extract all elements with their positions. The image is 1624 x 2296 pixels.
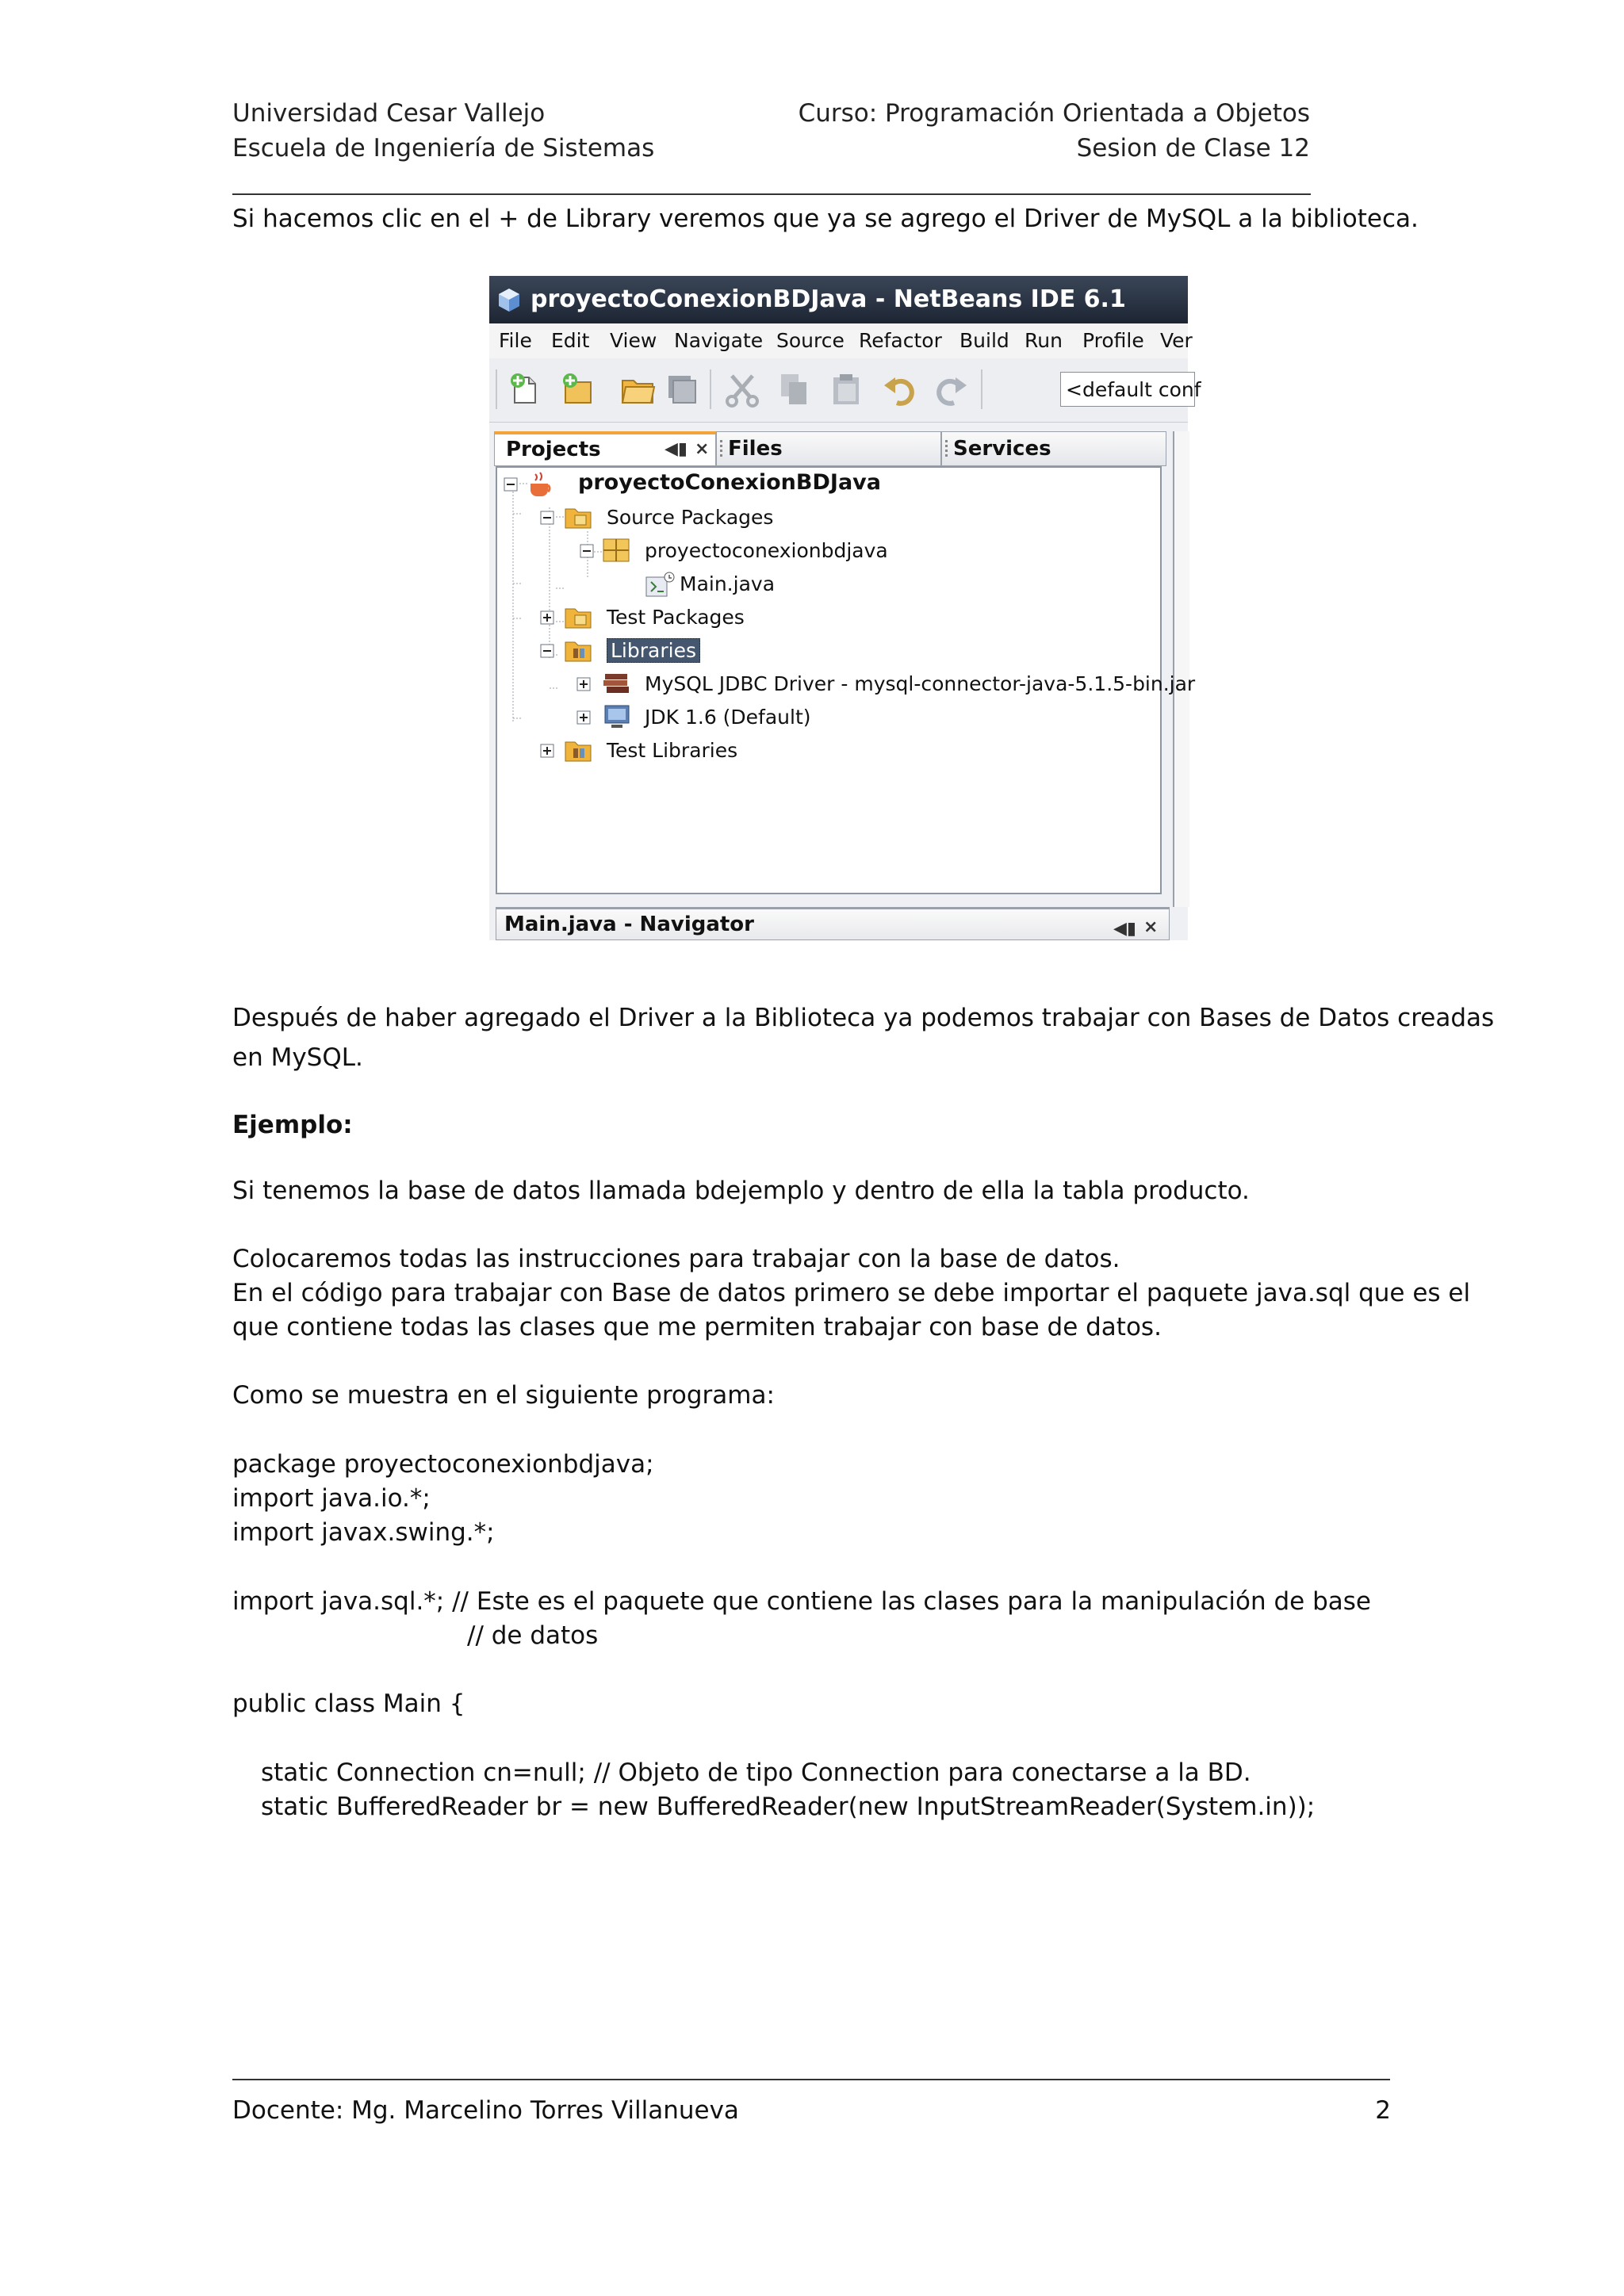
minimize-icon[interactable]: ◀▮ (665, 439, 688, 459)
libraries-folder-icon (564, 637, 592, 663)
tab-services[interactable] (941, 431, 1166, 466)
save-all-icon[interactable] (664, 371, 700, 408)
test-packages-folder-icon (564, 604, 592, 629)
toolbar-separator (496, 369, 497, 409)
ide-panel-tabs (489, 431, 1188, 466)
close-icon[interactable]: × (1143, 917, 1159, 937)
java-file-icon (645, 571, 676, 598)
page-number: 2 (1375, 2096, 1391, 2125)
code-field-reader: static BufferedReader br = new BufferedReader(new InputStreamReader(System.in)); (261, 1793, 1316, 1821)
menu-navigate[interactable]: Navigate (674, 329, 764, 352)
paragraph-1-line-1: Después de haber agregado el Driver a la Biblioteca ya podemos trabajar con Bases de Datos creadas (232, 1004, 1495, 1032)
paragraph-3-line-1: Colocaremos todas las instrucciones para trabajar con la base de datos. (232, 1245, 1120, 1273)
tree-node-libraries[interactable] (607, 637, 700, 664)
header-right (793, 96, 1310, 166)
paragraph-4: Como se muestra en el siguiente programa: (232, 1381, 775, 1410)
tree-node-jdk[interactable]: JDK 1.6 (Default) (645, 706, 811, 729)
footer-teacher: Docente: Mg. Marcelino Torres Villanueva (232, 2096, 739, 2125)
tree-node-test-packages[interactable]: Test Packages (607, 606, 745, 629)
code-import-io: import java.io.*; (232, 1484, 431, 1513)
toolbar-separator (710, 369, 711, 409)
toolbar-separator (981, 369, 982, 409)
tab-grip-icon (945, 440, 948, 457)
tab-grip-icon (720, 440, 722, 457)
ide-menu-bar (489, 323, 1193, 358)
tab-files-label: Files (728, 437, 783, 461)
test-libraries-folder-icon (564, 737, 592, 763)
menu-profile[interactable]: Profile (1082, 329, 1144, 352)
ide-toolbar (489, 358, 1201, 423)
menu-file[interactable]: File (499, 329, 532, 352)
code-package: package proyectoconexionbdjava; (232, 1450, 654, 1479)
menu-view[interactable]: View (610, 329, 657, 352)
paste-icon[interactable] (829, 371, 865, 408)
collapse-icon[interactable] (540, 511, 554, 525)
close-icon[interactable]: × (695, 439, 710, 459)
intro-paragraph: Si hacemos clic en el + de Library veremos que ya se agrego el Driver de MySQL a la biblioteca. (232, 205, 1419, 233)
expand-icon[interactable] (540, 744, 554, 758)
tab-projects[interactable] (494, 431, 716, 466)
tree-node-package[interactable]: proyectoconexionbdjava (645, 539, 888, 562)
menu-refactor[interactable]: Refactor (859, 329, 942, 352)
tab-projects-label: Projects (506, 438, 601, 461)
open-project-icon[interactable] (619, 371, 656, 408)
redo-icon[interactable] (933, 371, 970, 408)
code-import-sql-comment: // de datos (467, 1621, 599, 1650)
copy-icon[interactable] (776, 371, 813, 408)
tab-services-label: Services (953, 437, 1051, 461)
cut-icon[interactable] (724, 371, 760, 408)
code-field-connection: static Connection cn=null; // Objeto de tipo Connection para conectarse a la BD. (261, 1758, 1251, 1787)
example-heading: Ejemplo: (232, 1111, 353, 1139)
tree-node-main-java[interactable]: Main.java (680, 572, 776, 595)
tree-node-project[interactable]: proyectoConexionBDJava (578, 470, 881, 495)
header-left (232, 96, 654, 166)
school-name: Escuela de Ingeniería de Sistemas (232, 134, 655, 163)
minimize-icon[interactable]: ◀▮ (1113, 919, 1137, 939)
header-rule (232, 193, 1311, 195)
tree-node-test-libraries[interactable]: Test Libraries (607, 739, 738, 762)
tree-node-mysql-driver[interactable]: MySQL JDBC Driver - mysql-connector-java-5.1.5-bin.jar (645, 672, 1196, 695)
menu-build[interactable]: Build (959, 329, 1009, 352)
source-packages-folder-icon (564, 504, 592, 530)
menu-versioning[interactable]: Ver (1160, 329, 1193, 352)
java-project-icon (527, 471, 556, 498)
netbeans-cube-icon (497, 287, 521, 312)
session-label: Sesion de Clase 12 (1076, 134, 1310, 163)
jdk-platform-icon (602, 704, 632, 729)
footer-rule (232, 2079, 1390, 2080)
code-import-sql: import java.sql.*; // Este es el paquete que contiene las clases para la manipulación de base (232, 1587, 1372, 1616)
libraries-selected-label: Libraries (607, 638, 700, 663)
ide-title-bar (489, 276, 1188, 323)
paragraph-2: Si tenemos la base de datos llamada bdejemplo y dentro de ella la tabla producto. (232, 1177, 1250, 1205)
expand-icon[interactable] (540, 610, 554, 625)
expand-icon[interactable] (576, 677, 591, 691)
new-project-icon[interactable] (559, 371, 596, 408)
course-name: Curso: Programación Orientada a Objetos (798, 99, 1310, 128)
navigator-title: Main.java - Navigator (504, 913, 754, 936)
undo-icon[interactable] (881, 371, 917, 408)
menu-run[interactable]: Run (1025, 329, 1063, 352)
code-import-swing: import javax.swing.*; (232, 1518, 495, 1547)
tab-files[interactable] (716, 431, 941, 466)
university-name: Universidad Cesar Vallejo (232, 99, 546, 128)
paragraph-3-line-3: que contiene todas las clases que me permiten trabajar con base de datos. (232, 1313, 1162, 1341)
tree-node-source-packages[interactable]: Source Packages (607, 506, 774, 529)
netbeans-screenshot (489, 276, 1201, 940)
package-icon (602, 538, 630, 563)
ide-title: proyectoConexionBDJava - NetBeans IDE 6.1 (530, 285, 1126, 313)
navigator-panel-header[interactable] (496, 907, 1170, 940)
paragraph-1-line-2: en MySQL. (232, 1043, 363, 1072)
code-class-declaration: public class Main { (232, 1689, 465, 1718)
menu-source[interactable]: Source (776, 329, 845, 352)
editor-edge (1173, 431, 1189, 907)
new-file-icon[interactable] (507, 371, 543, 408)
menu-edit[interactable]: Edit (551, 329, 590, 352)
collapse-icon[interactable] (540, 644, 554, 658)
collapse-icon[interactable] (580, 544, 594, 558)
configuration-select[interactable]: <default conf (1060, 372, 1195, 407)
expand-icon[interactable] (576, 710, 591, 725)
collapse-icon[interactable] (504, 477, 518, 492)
paragraph-3-line-2: En el código para trabajar con Base de datos primero se debe importar el paquete java.sql que es el (232, 1279, 1471, 1307)
jar-library-icon (602, 671, 632, 696)
